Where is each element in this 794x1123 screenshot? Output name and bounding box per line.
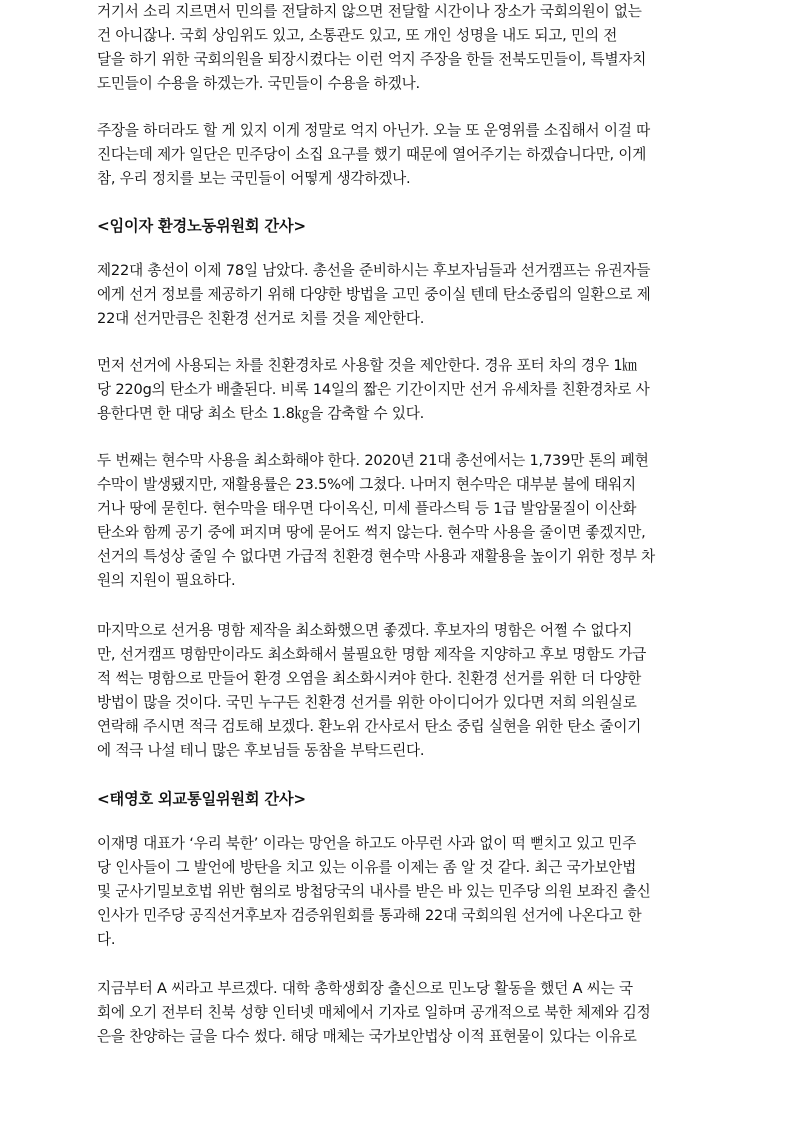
paragraph-1: [97, 0, 646, 96]
text-line: 적 썩는 명함으로 만들어 환경 오염을 최소화시켜야 한다. 친환경 선거를 위한 더 다양한: [97, 670, 642, 687]
text-line: 지금부터 A 씨라고 부르겠다. 대학 총학생회장 출신으로 민노당 활동을 했던 A 씨는 국: [97, 980, 633, 997]
text-line: 마지막으로 선거용 명함 제작을 최소화했으면 좋겠다. 후보자의 명함은 어쩔 수 없다지: [97, 622, 633, 639]
section-heading: <태영호 외교통일위원회 간사>: [97, 790, 306, 808]
paragraph-6: [97, 619, 646, 763]
text-line: 원의 지원이 필요하다.: [97, 572, 236, 589]
text-line: 참, 우리 정치를 보는 국민들이 어떻게 생각하겠나.: [97, 170, 411, 187]
text-line: 수막이 발생됐지만, 재활용률은 23.5%에 그쳤다. 나머지 현수막은 대부분 불에 태워지: [97, 476, 636, 493]
text-line: 건 아니잖나. 국회 상임위도 있고, 소통관도 있고, 또 개인 성명을 내도 되고, 민의 전: [97, 27, 618, 44]
paragraph-8: [97, 977, 651, 1049]
paragraph-2: [97, 119, 650, 191]
section-heading-2: [97, 787, 306, 811]
text-line: 방법이 많을 것이다. 국민 누구든 친환경 선거를 위한 아이디어가 있다면 저희 의원실로: [97, 694, 637, 711]
text-line: 주장을 하더라도 할 게 있지 이게 정말로 억지 아닌가. 오늘 또 운영위를 소집해서 이걸 따: [97, 122, 651, 139]
text-line: 다.: [97, 931, 116, 948]
text-line: 인사가 민주당 공직선거후보자 검증위원회를 통과해 22대 국회의원 선거에 나온다고 한: [97, 907, 642, 924]
text-line: 연락해 주시면 적극 검토해 보겠다. 환노위 간사로서 탄소 중립 실현을 위한 탄소 줄이기: [97, 718, 642, 735]
text-line: 당 인사들이 그 발언에 방탄을 치고 있는 이유를 이제는 좀 알 것 같다. 최근 국가보안법: [97, 859, 637, 876]
text-line: 진다는데 제가 일단은 민주당이 소집 요구를 했기 때문에 열어주기는 하겠습니다만, 이게: [97, 146, 647, 163]
paragraph-5: [97, 449, 655, 593]
section-heading: <임이자 환경노동위원회 간사>: [97, 217, 306, 235]
text-line: 만, 선거캠프 명함만이라도 최소화해서 불필요한 명함 제작을 지양하고 후보 명함도 가급: [97, 646, 647, 663]
text-line: 거기서 소리 지르면서 민의를 전달하지 않으면 전달할 시간이나 장소가 국회의원이 없는: [97, 3, 642, 20]
text-line: 에 적극 나설 테니 많은 후보님들 동참을 부탁드린다.: [97, 742, 425, 759]
text-line: 은을 찬양하는 글을 다수 썼다. 해당 매체는 국가보안법상 이적 표현물이 있다는 이유로: [97, 1028, 637, 1045]
paragraph-7: [97, 832, 651, 952]
text-line: 회에 오기 전부터 친북 성향 인터넷 매체에서 기자로 일하며 공개적으로 북한 체제와 김정: [97, 1004, 651, 1021]
text-line: 당 220g의 탄소가 배출된다. 비록 14일의 짧은 기간이지만 선거 유세차를 친환경차로 사: [97, 381, 650, 398]
text-line: 거나 땅에 묻힌다. 현수막을 태우면 다이옥신, 미세 플라스틱 등 1급 발암물질이 이산화: [97, 500, 637, 517]
text-line: 두 번째는 현수막 사용을 최소화해야 한다. 2020년 21대 총선에서는 1,739만 톤의 폐현: [97, 452, 649, 469]
text-line: 에게 선거 정보를 제공하기 위해 다양한 방법을 고민 중이실 텐데 탄소중립의 일환으로 제: [97, 286, 651, 303]
text-line: 도민들이 수용을 하겠는가. 국민들이 수용을 하겠나.: [97, 75, 420, 92]
text-line: 용한다면 한 대당 최소 탄소 1.8㎏을 감축할 수 있다.: [97, 405, 425, 422]
section-heading-1: [97, 214, 306, 238]
text-line: 22대 선거만큼은 친환경 선거로 치를 것을 제안한다.: [97, 310, 425, 327]
text-line: 탄소와 함께 공기 중에 퍼지며 땅에 묻어도 썩지 않는다. 현수막 사용을 줄이면 좋겠지만,: [97, 524, 646, 541]
text-line: 먼저 선거에 사용되는 차를 친환경차로 사용할 것을 제안한다. 경유 포터 차의 경우 1㎞: [97, 357, 637, 374]
text-line: 및 군사기밀보호법 위반 혐의로 방첩당국의 내사를 받은 바 있는 민주당 의원 보좌진 출신: [97, 883, 651, 900]
text-line: 달을 하기 위한 국회의원을 퇴장시켰다는 이런 억지 주장을 한들 전북도민들이, 특별자치: [97, 51, 647, 68]
paragraph-3: [97, 259, 651, 331]
paragraph-4: [97, 354, 649, 426]
text-line: 제22대 총선이 이제 78일 남았다. 총선을 준비하시는 후보자님들과 선거캠프는 유권자들: [97, 262, 651, 279]
text-line: 선거의 특성상 줄일 수 없다면 가급적 친환경 현수막 사용과 재활용을 높이기 위한 정부 차: [97, 548, 656, 565]
text-line: 이재명 대표가 ‘우리 북한’ 이라는 망언을 하고도 아무런 사과 없이 떡 뻗치고 있고 민주: [97, 835, 637, 852]
